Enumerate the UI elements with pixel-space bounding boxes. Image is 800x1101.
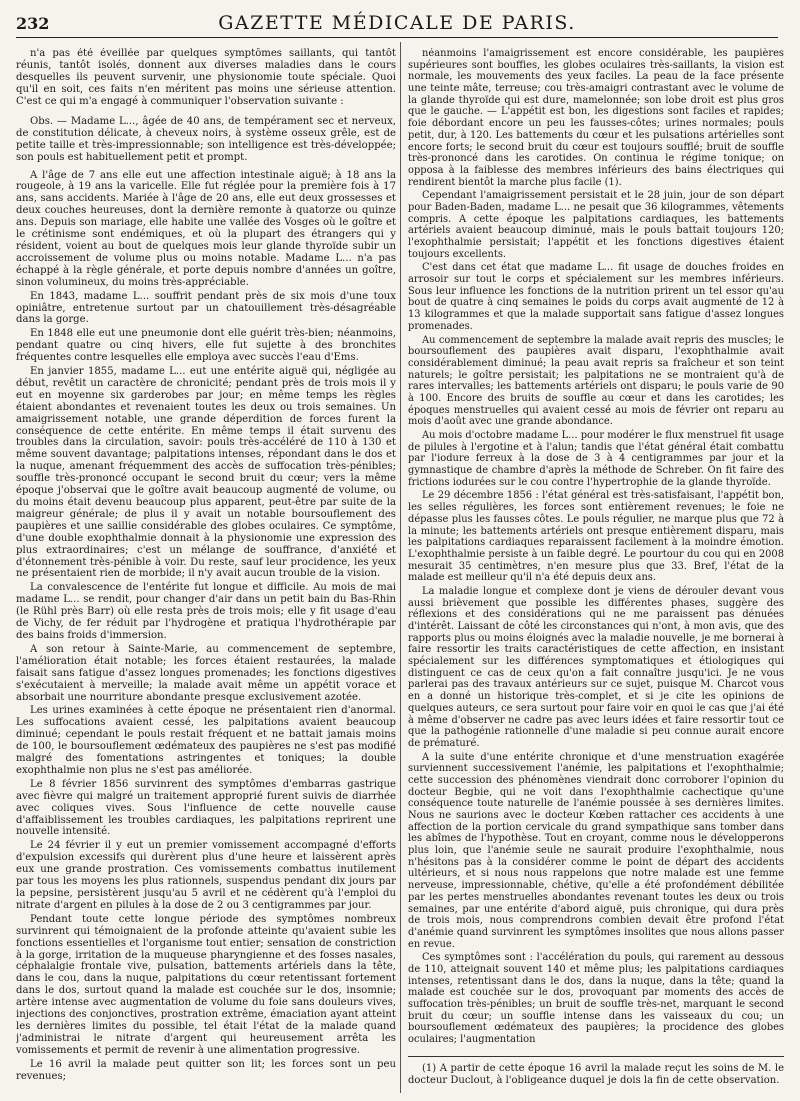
left-column [16, 48, 396, 1093]
paragraph: Cependant l'amaigrissement persistait et le 28 juin, jour de son départ pour Baden-Baden, madame L... ne pesait que 36 kilogrammes, vêtements compris. A cette époque les palpitations cardiaques, les battements artériels avaient beaucoup diminué, mais le pouls battait toujours 120; l'exophthalmie persistait; l'appétit et les fonctions digestives étaient toujours excellents. [408, 190, 784, 260]
paragraph: néanmoins l'amaigrissement est encore considérable, les paupières supérieures sont bouffies, les globes oculaires très-saillants, la vision est normale, les mouvements des yeux faciles. La peau de la face présente une teinte mâte, terreuse; cou très-amaigri contrastant avec le volume de la glande thyroïde qui est dure, mamelonnée; son lobe droit est plus gros que le gauche. — L'appétit est bon, les digestions sont faciles et rapides; foie débordant encore un peu les fausses-côtes; urines normales; pouls petit, dur, à 120. Les battements du cœur et les pulsations artérielles sont encore forts; le second bruit du cœur est toujours soufflé; bruit de souffle très-prononcé dans les carotides. On continua le régime tonique; on opposa à la faiblesse des membres inférieurs des bains électriques qui rendirent bientôt la marche plus facile (1). [408, 48, 784, 188]
paragraph: Les urines examinées à cette époque ne présentaient rien d'anormal. Les suffocations avaient cessé, les palpitations avaient beaucoup diminué; cependant le pouls restait fréquent et ne battait jamais moins de 100, le boursouflement œdémateux des paupières ne s'est pas modifié malgré des fomentations astringentes et toniques; la double exophthalmie non plus ne s'est pas améliorée. [16, 705, 396, 776]
paragraph: A son retour à Sainte-Marie, au commencement de septembre, l'amélioration était notable; les forces étaient restaurées, la malade faisait sans fatigue d'assez longues promenades; les fonctions digestives s'exécutaient à merveille; la malade avait même un appétit vorace et absorbait une nourriture abondante presque exclusivement azotée. [16, 643, 396, 703]
paragraph: La maladie longue et complexe dont je viens de dérouler devant vous aussi brièvement que possible les différentes phases, suggère des réflexions et des considérations qui ne me paraissent pas dénuées d'intérêt. Laissant de côté les circonstances qui n'ont, à mon avis, que des rapports plus ou moins éloignés avec la maladie nouvelle, je me bornerai à faire ressortir les traits caractéristiques de cette affection, en insistant spécialement sur les différences symptomatiques et étiologiques qui distinguent ce cas de ceux qu'on a fait connaître jusqu'ici. Je ne vous parlerai pas des travaux antérieurs sur ce sujet, puisque M. Charcot vous en a donné un historique très-complet, et si je cite les opinions de quelques auteurs, ce sera surtout pour faire voir en quoi le cas que j'ai été à même d'observer ne cadre pas avec leurs idées et faire ressortir tout ce que la pathogénie rationnelle d'une maladie si peu connue aurait encore de prématuré. [408, 585, 784, 749]
paragraph: En janvier 1855, madame L... eut une entérite aiguë qui, négligée au début, revêtit un caractère de chronicité; pendant près de trois mois il y eut en moyenne six garderobes par jour; en même temps les règles étaient abondantes et revenaient toutes les deux ou trois semaines. Un amaigrissement notable, une grande déperdition de forces furent la conséquence de cette entérite. En même temps il était survenu des troubles dans la circulation, savoir: pouls très-accéléré de 110 à 130 et même souvent davantage; palpitations intenses, répondant dans le dos et la nuque, amenant fréquemment des accès de suffocation très-pénibles; souffle très-prononcé occupant le second bruit du cœur; vers la même époque j'observai que le goître avait beaucoup augmenté de volume, ou du moins était devenu beaucoup plus apparent, peut-être par suite de la maigreur générale; de plus il y avait un notable boursouflement des paupières et une saillie considérable des globes oculaires. Ce symptôme, d'une double exophthalmie donnait à la physionomie une expression des plus extraordinaires; c'est un mélange de souffrance, d'anxiété et d'étonnement très-pénible à voir. Du reste, sauf leur procidence, les yeux ne présentaient rien de morbide; il n'y avait aucun trouble de la vision. [16, 366, 396, 580]
paragraph: Le 29 décembre 1856 : l'état général est très-satisfaisant, l'appétit bon, les selles régulières, les forces sont entièrement revenues; le foie ne dépasse plus les fausses côtes. Le pouls régulier, ne marque plus que 72 à la minute; les battements artériels ont presque entièrement disparu, mais les palpitations cardiaques reparaissent facilement à la moindre émotion. L'exophthalmie persiste à un faible degré. Le pourtour du cou qui en 2008 mesurait 35 centimètres, n'en mesure plus que 33. Bref, l'état de la malade est meilleur qu'il n'a été depuis deux ans. [408, 490, 784, 584]
paragraph: Au commencement de septembre la malade avait repris des muscles; le boursouflement des paupières avait disparu, l'exophthalmie avait considérablement diminué; la peau avait repris sa fraîcheur et son teint naturels; le goître persistait; les palpitations ne se montraient qu'à de rares intervalles; les battements artériels ont disparu; le pouls varie de 90 à 100. Encore des bruits de souffle au cœur et dans les carotides; les époques menstruelles qui avaient cessé au mois de février ont reparu au mois d'août avec une grande abondance. [408, 334, 784, 428]
page-number: 232 [16, 14, 50, 33]
paragraph: Le 16 avril la malade peut quitter son lit; les forces sont un peu revenues; [16, 1058, 396, 1082]
right-column [408, 48, 784, 1093]
paragraph: A la suite d'une entérite chronique et d'une menstruation exagérée surviennent successivement l'anémie, les palpitations et l'exophthalmie; cette succession des phénomènes viendrait donc corroborer l'opinion du docteur Begbie, qui ne voit dans l'exophthalmie cachectique qu'une conséquence toute naturelle de l'anémie poussée à ses dernières limites. Nous ne saurions avec le docteur Kœben rattacher ces accidents à une affection de la portion cervicale du grand sympathique sans tomber dans les abîmes de l'hypothèse. Tout en croyant, comme nous le développerons plus loin, que l'anémie seule ne saurait produire l'exophthalmie, nous n'hésitons pas à la considérer comme le point de départ des accidents ultérieurs, et si nous nous rappelons que notre malade est une femme nerveuse, impressionnable, chétive, qu'elle a été profondément débilitée par les pertes menstruelles abondantes revenant toutes les deux ou trois semaines, par une entérite d'abord aiguë, puis chronique, qui dura près de trois mois, nous comprendrons combien devait être profond l'état d'anémie quand survinrent les symptômes insolites que nous allons passer en revue. [408, 751, 784, 950]
footnote: (1) A partir de cette époque 16 avril la malade reçut les soins de M. le docteur Duclout, à l'obligeance duquel je dois la fin de cette observation. [408, 1062, 784, 1086]
header-rule [16, 37, 778, 38]
paragraph: Ces symptômes sont : l'accélération du pouls, qui rarement au dessous de 110, atteignait souvent 140 et même plus; les palpitations cardiaques intenses, retentissant dans le dos, dans la nuque, dans la tête; quand la malade est couchée sur le dos, provoquant par moments des accès de suffocation très-pénibles; un bruit de souffle très-net, marquant le second bruit du cœur; un souffle intense dans les vaisseaux du cou; un boursouflement œdémateux des paupières; la procidence des globes oculaires; l'augmentation [408, 952, 784, 1046]
paragraph: La convalescence de l'entérite fut longue et difficile. Au mois de mai madame L... se rendit, pour changer d'air dans un petit bain du Bas-Rhin (le Rühl près Barr) où elle resta près de trois mois; elle y fit usage d'eau de Vichy, de fer réduit par l'hydrogène et pratiqua l'hydrothérapie par des bains froids d'immersion. [16, 582, 396, 641]
paragraph: En 1843, madame L... souffrit pendant près de six mois d'une toux opiniâtre, entretenue surtout par un chatouillement très-désagréable dans la gorge. [16, 290, 396, 326]
paragraph: Au mois d'octobre madame L... pour modérer le flux menstruel fit usage de pilules à l'ergotine et à l'alun; tandis que l'état général était combattu par l'iodure ferreux à la dose de 3 à 4 centigrammes par jour et la gymnastique de chambre d'après la méthode de Schreber. On fit faire des frictions iodurées sur le cou contre l'hypertrophie de la glande thyroïde. [408, 430, 784, 488]
paragraph: C'est dans cet état que madame L... fit usage de douches froides en arrosoir sur tout le corps et spécialement sur les membres inférieurs. Sous leur influence les fonctions de la nutrition prirent un tel essor qu'au bout de quatre à cinq semaines le poids du corps avait augmenté de 12 à 13 kilogrammes et que la malade supportait sans fatigue d'assez longues promenades. [408, 262, 784, 332]
footnote-rule [408, 1056, 784, 1057]
journal-title: GAZETTE MÉDICALE DE PARIS. [218, 12, 576, 34]
paragraph: Le 24 février il y eut un premier vomissement accompagné d'efforts d'expulsion excessifs qui durèrent plus d'une heure et laissèrent après eux une grande prostration. Ces vomissements combattus inutilement par tous les moyens les plus rationnels, suspendus pendant dix jours par la pepsine, persistèrent jusqu'au 5 avril et ne cédèrent qu'à l'emploi du nitrate d'argent en pilules à la dose de 2 ou 3 centigrammes par jour. [16, 840, 396, 911]
paragraph: En 1848 elle eut une pneumonie dont elle guérit très-bien; néanmoins, pendant quatre ou cinq hivers, elle fut sujette à des bronchites fréquentes contre lesquelles elle employa avec succès l'eau d'Ems. [16, 328, 396, 364]
page-header [16, 12, 778, 38]
paragraph: n'a pas été éveillée par quelques symptômes saillants, qui tantôt réunis, tantôt isolés, donnent aux diverses maladies dans le cours desquelles ils peuvent survenir, une physionomie toute spéciale. Quoi qu'il en soit, ces faits n'en méritent pas moins une sérieuse attention. C'est ce qui m'a engagé à communiquer l'observation suivante : [16, 48, 396, 107]
column-divider [400, 42, 401, 1093]
paragraph: Obs. — Madame L..., âgée de 40 ans, de tempérament sec et nerveux, de constitution délicate, à cheveux noirs, à système osseux grêle, est de petite taille et très-impressionnable; son intelligence est très-développée; son pouls est habituellement petit et prompt. [16, 115, 396, 163]
paragraph: Le 8 février 1856 survinrent des symptômes d'embarras gastrique avec fièvre qui malgré un traitement approprié furent suivis de diarrhée avec coliques vives. Sous l'influence de cette nouvelle cause d'affaiblissement les troubles cardiaques, les palpitations reprirent une nouvelle intensité. [16, 778, 396, 838]
paragraph: A l'âge de 7 ans elle eut une affection intestinale aiguë; à 18 ans la rougeole, à 19 ans la varicelle. Elle fut réglée pour la première fois à 17 ans, sans accidents. Mariée à l'âge de 20 ans, elle eut deux grossesses et deux couches heureuses, dont la dernière remonte à quatorze ou quinze ans. Depuis son mariage, elle habite une vallée des Vosges où le goître et le crétinisme sont endémiques, et où la plupart des étrangers qui y résident, voient au bout de quelques mois leur glande thyroïde subir un accroissement de volume plus ou moins notable. Madame L... n'a pas échappé à la règle générale, et porte depuis nombre d'années un goître, sinon volumineux, du moins très-appréciable. [16, 169, 396, 288]
paragraph: Pendant toute cette longue période des symptômes nombreux survinrent qui témoignaient de la profonde atteinte qu'avaient subie les fonctions essentielles et l'organisme tout entier; sensation de constriction à la gorge, irritation de la muqueuse pharyngienne et des fosses nasales, céphalalgie frontale vive, pulsation, battements artériels dans la tête, dans le cou, dans la nuque, palpitations du cœur retentissant fortement dans le dos, surtout quand la malade est couchée sur le dos, insomnie; artère intense avec augmentation de volume du foie sans douleurs vives, injections des conjonctives, prostration extrême, émaciation ayant atteint les dernières limites du possible, tel était l'état de la malade quand j'administrai le nitrate d'argent qui heureusement arrêta les vomissements et permit de revenir à une alimentation progressive. [16, 913, 396, 1056]
